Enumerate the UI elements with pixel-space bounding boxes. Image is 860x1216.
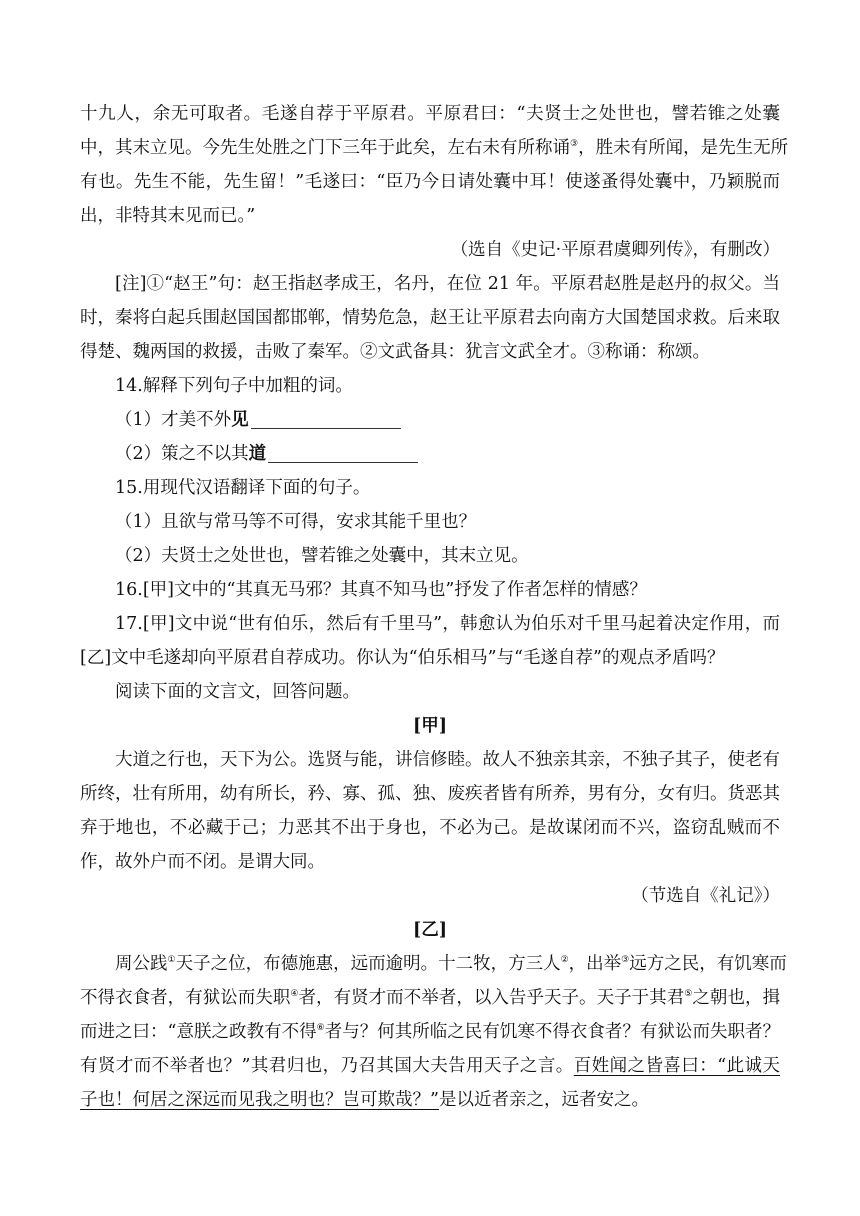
note-line: 得楚、魏两国的救援，击败了秦军。②文武备具：犹言文武全才。③称诵：称颂。: [80, 342, 710, 362]
passage-line: 而进之曰：“意朕之政教有不得⑥者与？何其所临之民有饥寒不得衣食者？有狱讼而失职者？: [80, 1022, 781, 1042]
note-line: 时，秦将白起兵围赵国国都邯郸，情势危急，赵王让平原君去向南方大国楚国求救。后来取: [80, 308, 780, 328]
question-15-1: （1）且欲与常马等不可得，安求其能千里也？: [115, 512, 477, 532]
passage-line: 有也。先生不能，先生留！”毛遂曰：“臣乃今日请处囊中耳！使遂蚤得处囊中，乃颖脱而: [80, 172, 780, 192]
question-15-2: （2）夫贤士之处世也，譬若锥之处囊中，其末立见。: [115, 546, 529, 566]
passage-line: 周公践①天子之位，布德施惠，远而逾明。十二牧，方三人②，出举③远方之民，有饥寒而: [115, 954, 787, 974]
passage-yi-heading: [乙]: [412, 920, 448, 940]
passage-line: 子也！何居之深远而见我之明也？岂可欺哉？”是以近者亲之，远者安之。: [80, 1090, 649, 1110]
question-15: 15.用现代汉语翻译下面的句子。: [115, 478, 371, 498]
passage-source: （选自《史记·平原君虞卿列传》，有删改）: [450, 240, 780, 260]
underlined-sentence: 子也！何居之深远而见我之明也？岂可欺哉？”: [80, 1090, 439, 1110]
passage-line: 出，非特其末见而已。”: [80, 206, 256, 226]
passage-line: 作，故外户而不闭。是谓大同。: [80, 852, 325, 872]
passage-line: 大道之行也，天下为公。选贤与能，讲信修睦。故人不独亲其亲，不独子其子，使老有: [115, 750, 780, 770]
passage-line: 中，其末立见。今先生处胜之门下三年于此矣，左右未有所称诵③，胜未有所闻，是先生无所: [80, 138, 789, 158]
question-14-1: （1）才美不外见: [115, 408, 815, 432]
passage-line: 弃于地也，不必藏于己；力恶其不出于身也，不必为己。是故谋闭而不兴，盗窃乱贼而不: [80, 818, 780, 838]
question-16: 16.[甲]文中的“其真无马邪？其真不知马也”抒发了作者怎样的情感？: [115, 580, 647, 600]
passage-jia-heading: [甲]: [412, 716, 448, 736]
passage-source: （节选自《礼记》）: [631, 886, 780, 906]
question-17-cont: [乙]文中毛遂却向平原君自荐成功。你认为“伯乐相马”与“毛遂自荐”的观点矛盾吗？: [80, 648, 725, 668]
passage-line: 所终，壮有所用，幼有所长，矜、寡、孤、独、废疾者皆有所养，男有分，女有归。货恶其: [80, 784, 780, 804]
note-line: [注]①“赵王”句：赵王指赵孝成王，名丹，在位 21 年。平原君赵胜是赵丹的叔父。当: [115, 274, 780, 294]
answer-blank[interactable]: [268, 444, 418, 463]
passage-line: 十九人，余无可取者。毛遂自荐于平原君。平原君曰：“夫贤士之处世也，譬若锥之处囊: [80, 104, 780, 124]
question-17: 17.[甲]文中说“世有伯乐，然后有千里马”，韩愈认为伯乐对千里马起着决定作用，而: [115, 614, 780, 634]
question-14: 14.解释下列句子中加粗的词。: [115, 376, 353, 396]
question-14-2: （2）策之不以其道: [115, 442, 815, 466]
underlined-sentence: 百姓闻之皆喜曰：“此诚天: [573, 1056, 780, 1076]
answer-blank[interactable]: [251, 410, 401, 429]
reading-instruction: 阅读下面的文言文，回答问题。: [115, 682, 360, 702]
passage-line: 有贤才而不举者也？”其君归也，乃召其国大夫告用天子之言。百姓闻之皆喜曰：“此诚天: [80, 1056, 780, 1076]
passage-line: 不得衣食者，有狱讼而失职④者，有贤才而不举者，以入告乎天子。天子于其君⑤之朝也，揖: [80, 988, 781, 1008]
